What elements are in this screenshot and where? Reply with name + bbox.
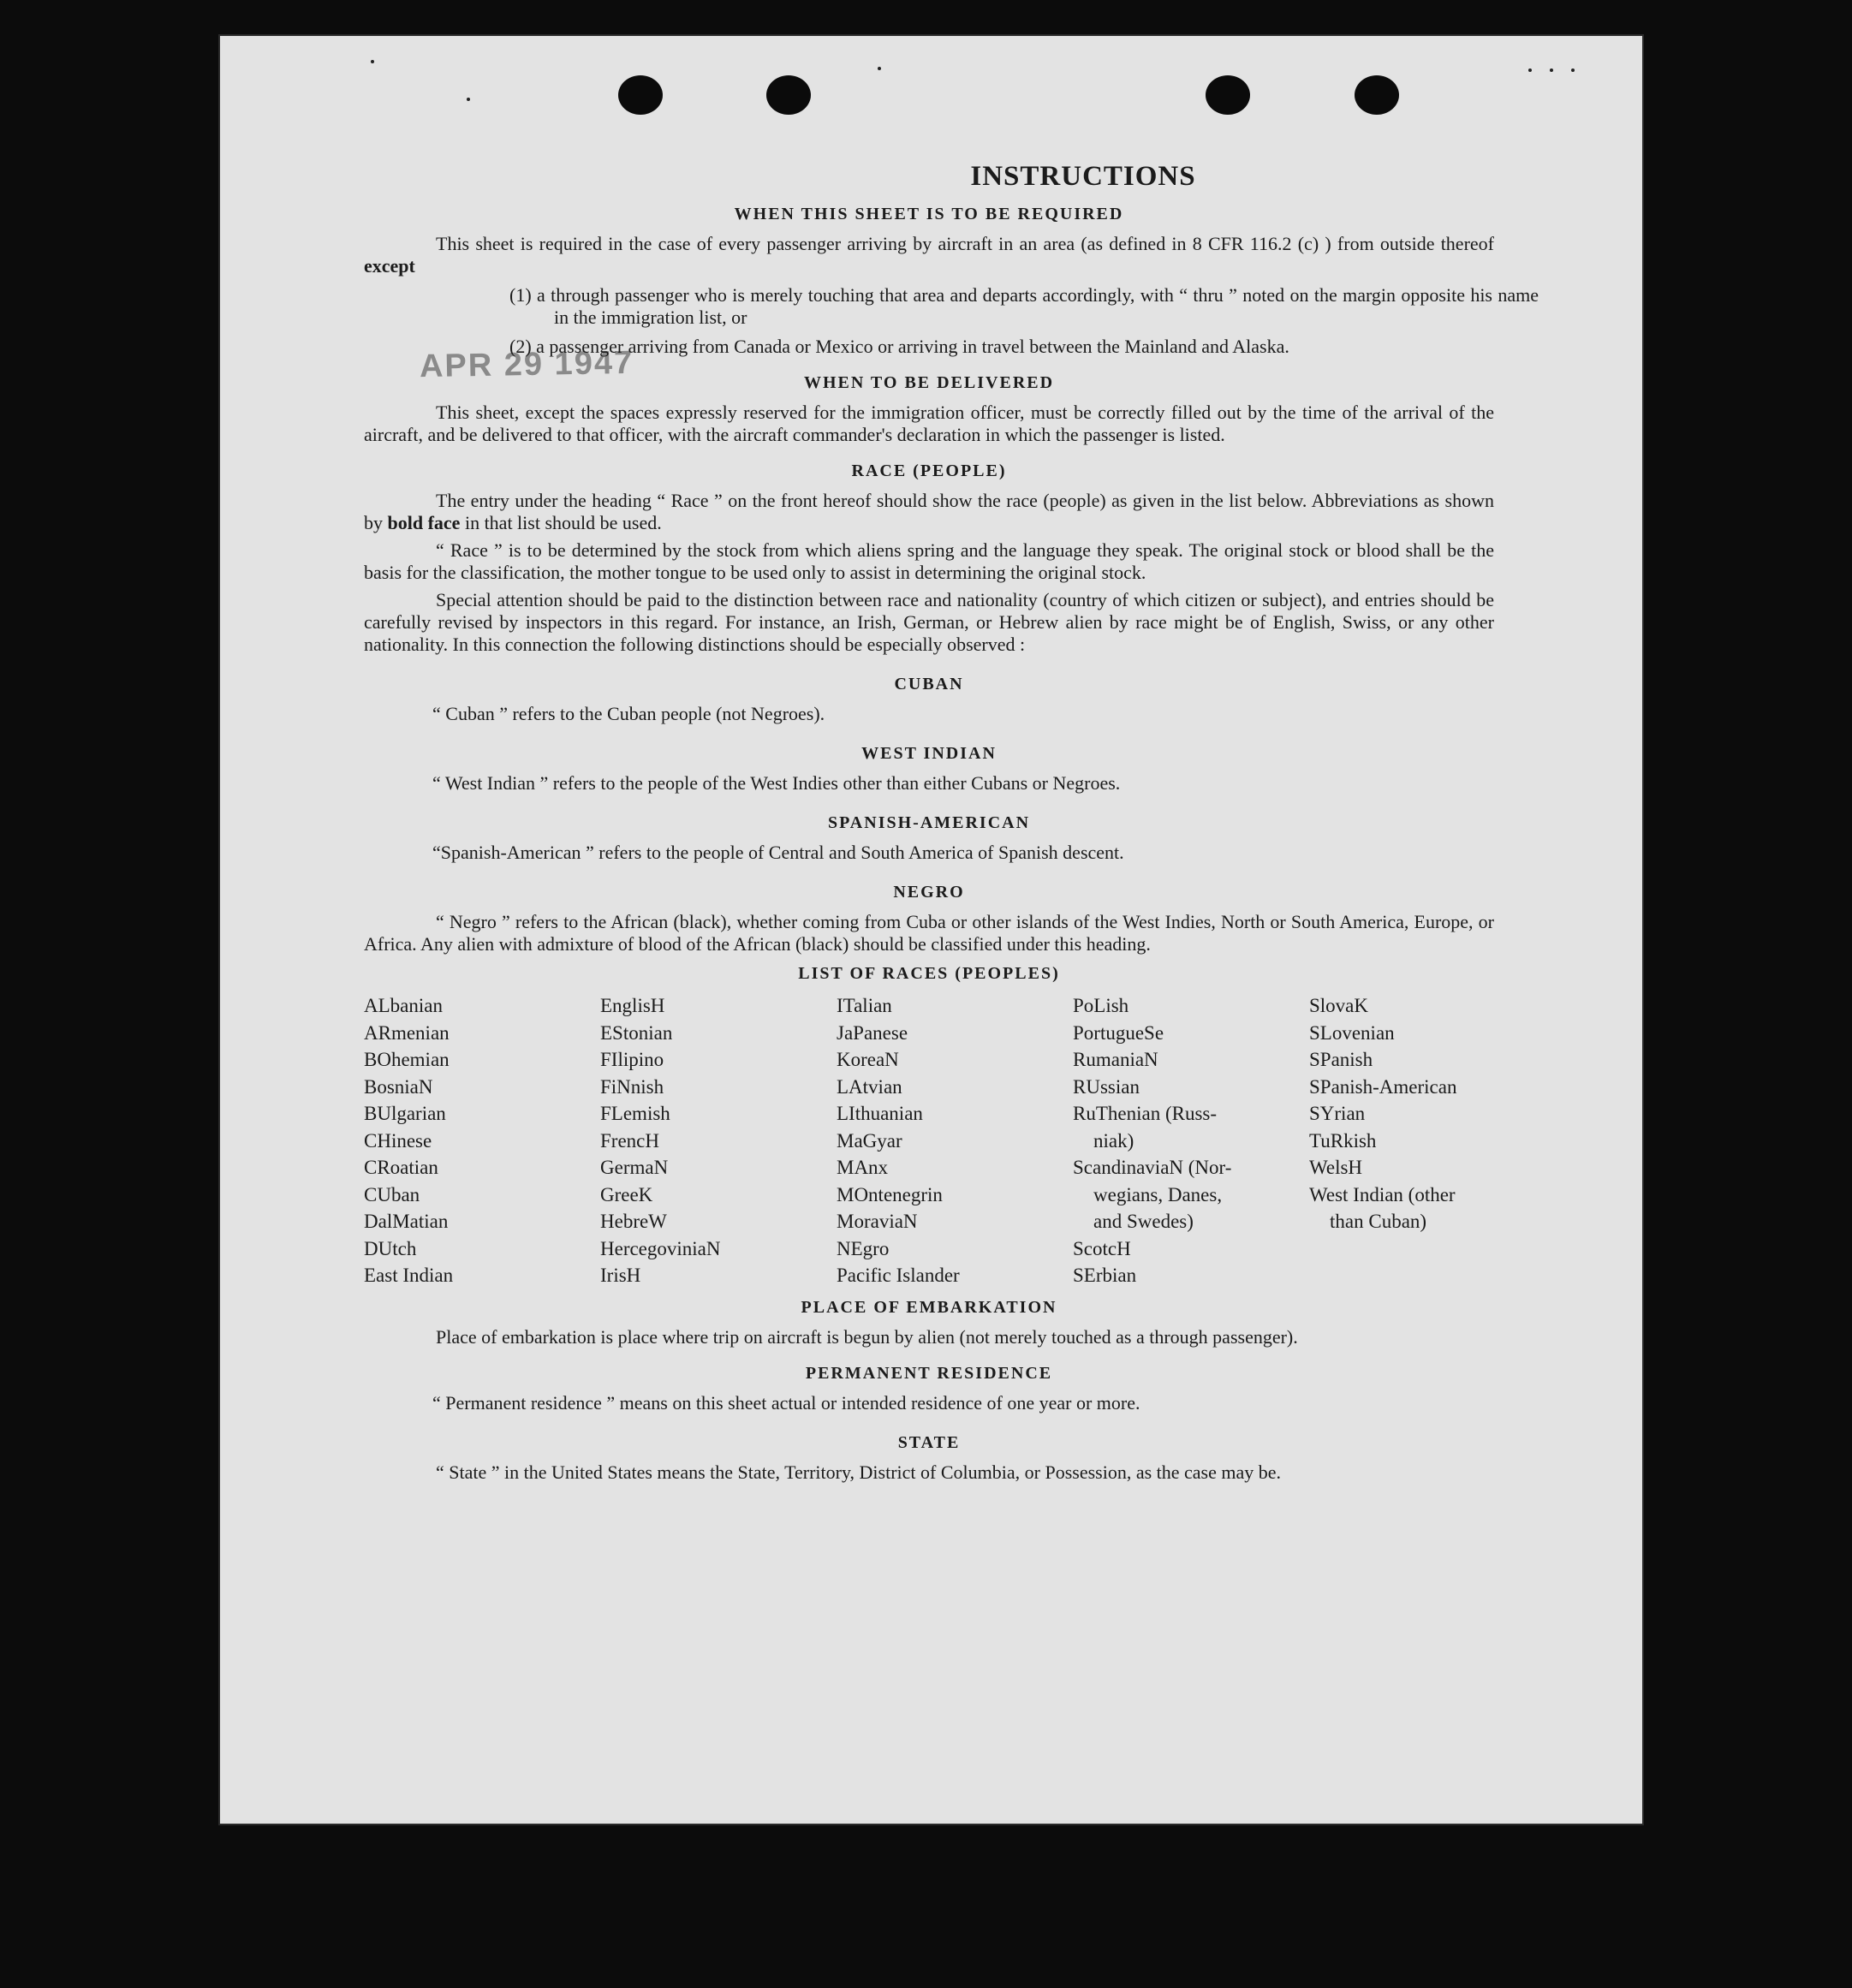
west-indian-text: “ West Indian ” refers to the people of the West Indies other than either Cubans or Negroes. xyxy=(432,772,1121,794)
race-item: WelsH xyxy=(1309,1157,1363,1178)
race-item: ITalian xyxy=(837,995,892,1016)
race-paragraph-1: The entry under the heading “ Race ” on the front hereof should show the race (people) as given in the list below. Abbreviations as shown by bold face in that list should be used. xyxy=(364,490,1494,533)
punch-hole xyxy=(618,75,663,115)
race-item: MAnx xyxy=(837,1157,889,1178)
race-item: GermaN xyxy=(600,1157,669,1178)
race-item: FIlipino xyxy=(600,1049,664,1070)
races-column xyxy=(837,992,1073,1289)
section-heading-race: RACE (PEOPLE) xyxy=(851,461,1007,480)
race-item: EStonian xyxy=(600,1021,673,1044)
race-item: DalMatian xyxy=(364,1211,449,1232)
spanish-american-text: “Spanish-American ” refers to the people of Central and South America of Spanish descent. xyxy=(432,842,1124,863)
race-item: SlovaK xyxy=(1309,995,1368,1016)
race-item: CRoatian xyxy=(364,1157,438,1178)
section-heading-required: WHEN THIS SHEET IS TO BE REQUIRED xyxy=(734,205,1124,223)
race-paragraph-3: Special attention should be paid to the distinction between race and nationality (country of which citizen or subject), and entries should be carefully revised by inspectors in this regard. For instance, an Irish, German, or Hebrew alien by race might be of English, Swiss, or any other nationality. In this connection the following distinctions should be especially observed : xyxy=(364,589,1494,655)
race-item: ScotcH xyxy=(1073,1237,1131,1259)
race-item: SLovenian xyxy=(1309,1021,1395,1044)
required-item-1: (1) a through passenger who is merely touching that area and departs accordingly, with “ thru ” noted on the margin opposite his name in the immigration list, or xyxy=(509,284,1539,328)
races-column xyxy=(364,992,600,1289)
ink-speck xyxy=(371,60,374,63)
races-column xyxy=(600,992,837,1289)
punch-hole xyxy=(766,75,811,115)
race-item: CUban xyxy=(364,1183,420,1205)
instructions-content xyxy=(364,161,1721,1484)
race-item: EnglisH xyxy=(600,995,665,1016)
race-item: West Indian (other xyxy=(1309,1183,1456,1205)
race-item: TuRkish xyxy=(1309,1129,1377,1152)
ink-speck xyxy=(467,98,470,101)
race-item: FiNnish xyxy=(600,1075,664,1098)
race-item: BOhemian xyxy=(364,1049,450,1070)
race-item: JaPanese xyxy=(837,1021,908,1044)
race-item: HebreW xyxy=(600,1211,667,1232)
ink-speck xyxy=(1550,68,1553,72)
race-item: GreeK xyxy=(600,1183,653,1205)
residence-text: “ Permanent residence ” means on this sheet actual or intended residence of one year or more. xyxy=(432,1391,1140,1414)
race-item: PortugueSe xyxy=(1073,1021,1164,1044)
race-item: BosniaN xyxy=(364,1075,433,1098)
race-item: SErbian xyxy=(1073,1265,1137,1286)
date-stamp: APR 29 1947 xyxy=(419,344,634,385)
race-item: MOntenegrin xyxy=(837,1183,943,1205)
race-item: PoLish xyxy=(1073,995,1129,1016)
race-item: RuThenian (Russ- xyxy=(1073,1103,1218,1124)
race-item: than Cuban) xyxy=(1330,1211,1427,1232)
race-item: MoraviaN xyxy=(837,1211,918,1232)
race-item: LAtvian xyxy=(837,1075,902,1098)
race-item: ALbanian xyxy=(364,995,443,1016)
section-heading-embarkation: PLACE OF EMBARKATION xyxy=(801,1297,1057,1317)
race-item: DUtch xyxy=(364,1237,417,1259)
state-text: “ State ” in the United States means the State, Territory, District of Columbia, or Possession, as the case may be. xyxy=(436,1461,1282,1483)
race-item: wegians, Danes, xyxy=(1093,1183,1223,1205)
section-heading-spanish-american: SPANISH-AMERICAN xyxy=(827,813,1031,832)
race-item: Pacific Islander xyxy=(837,1265,960,1286)
race-item: LIthuanian xyxy=(837,1103,923,1124)
section-heading-delivered: WHEN TO BE DELIVERED xyxy=(803,373,1055,392)
race-item: RumaniaN xyxy=(1073,1049,1158,1070)
race-item: ARmenian xyxy=(364,1021,450,1044)
race-item: MaGyar xyxy=(837,1129,902,1152)
section-heading-residence: PERMANENT RESIDENCE xyxy=(805,1363,1053,1383)
race-item: CHinese xyxy=(364,1129,432,1152)
races-column xyxy=(1309,992,1563,1289)
punch-hole xyxy=(1355,75,1399,115)
negro-text: “ Negro ” refers to the African (black), whether coming from Cuba or other islands of the West Indies, North or South America, Europe, or Africa. Any alien with admixture of blood of the African (black) should be classified under this heading. xyxy=(364,911,1494,955)
section-heading-west-indian: WEST INDIAN xyxy=(861,744,997,763)
race-item: KoreaN xyxy=(837,1049,899,1070)
section-heading-list: LIST OF RACES (PEOPLES) xyxy=(798,964,1060,983)
embarkation-text: Place of embarkation is place where trip on aircraft is begun by alien (not merely touched as a through passenger). xyxy=(436,1325,1298,1348)
race-item: niak) xyxy=(1093,1129,1134,1152)
race-item: FLemish xyxy=(600,1103,670,1124)
race-item: HercegoviniaN xyxy=(600,1237,721,1259)
race-item: RUssian xyxy=(1073,1075,1140,1098)
ink-speck xyxy=(878,67,881,70)
page-title: INSTRUCTIONS xyxy=(970,161,1196,192)
ink-speck xyxy=(1528,68,1532,72)
race-item: East Indian xyxy=(364,1265,454,1286)
race-item: and Swedes) xyxy=(1093,1211,1194,1232)
race-item: IrisH xyxy=(600,1265,641,1286)
race-item: SPanish xyxy=(1309,1049,1373,1070)
section-heading-negro: NEGRO xyxy=(893,883,965,902)
document-sheet xyxy=(218,34,1644,1825)
ink-speck xyxy=(1571,68,1575,72)
race-paragraph-2: “ Race ” is to be determined by the stock from which aliens spring and the language they speak. The original stock or blood shall be the basis for the classification, the mother tongue to be used only to assist in determining the original stock. xyxy=(364,539,1494,583)
race-item: NEgro xyxy=(837,1237,890,1259)
punch-hole xyxy=(1206,75,1250,115)
section-heading-state: STATE xyxy=(897,1432,961,1452)
races-column xyxy=(1073,992,1309,1289)
race-item: BUlgarian xyxy=(364,1103,446,1124)
section-heading-cuban: CUBAN xyxy=(894,675,964,693)
delivered-text: This sheet, except the spaces expressly reserved for the immigration officer, must be correctly filled out by the time of the arrival of the aircraft, and be delivered to that officer, with the aircraft commander's declaration in which the passenger is listed. xyxy=(364,402,1494,445)
race-item: FrencH xyxy=(600,1129,659,1152)
race-item: ScandinaviaN (Nor- xyxy=(1073,1157,1232,1178)
race-item: SYrian xyxy=(1309,1103,1366,1124)
race-item: SPanish-American xyxy=(1309,1075,1457,1098)
cuban-text: “ Cuban ” refers to the Cuban people (not Negroes). xyxy=(432,703,825,724)
races-list xyxy=(364,992,1563,1289)
required-item-2: (2) a passenger arriving from Canada or Mexico or arriving in travel between the Mainland and Alaska. xyxy=(509,336,1289,357)
required-intro: This sheet is required in the case of every passenger arriving by aircraft in an area (as defined in 8 CFR 116.2 (c) ) from outside thereof except xyxy=(364,233,1494,277)
